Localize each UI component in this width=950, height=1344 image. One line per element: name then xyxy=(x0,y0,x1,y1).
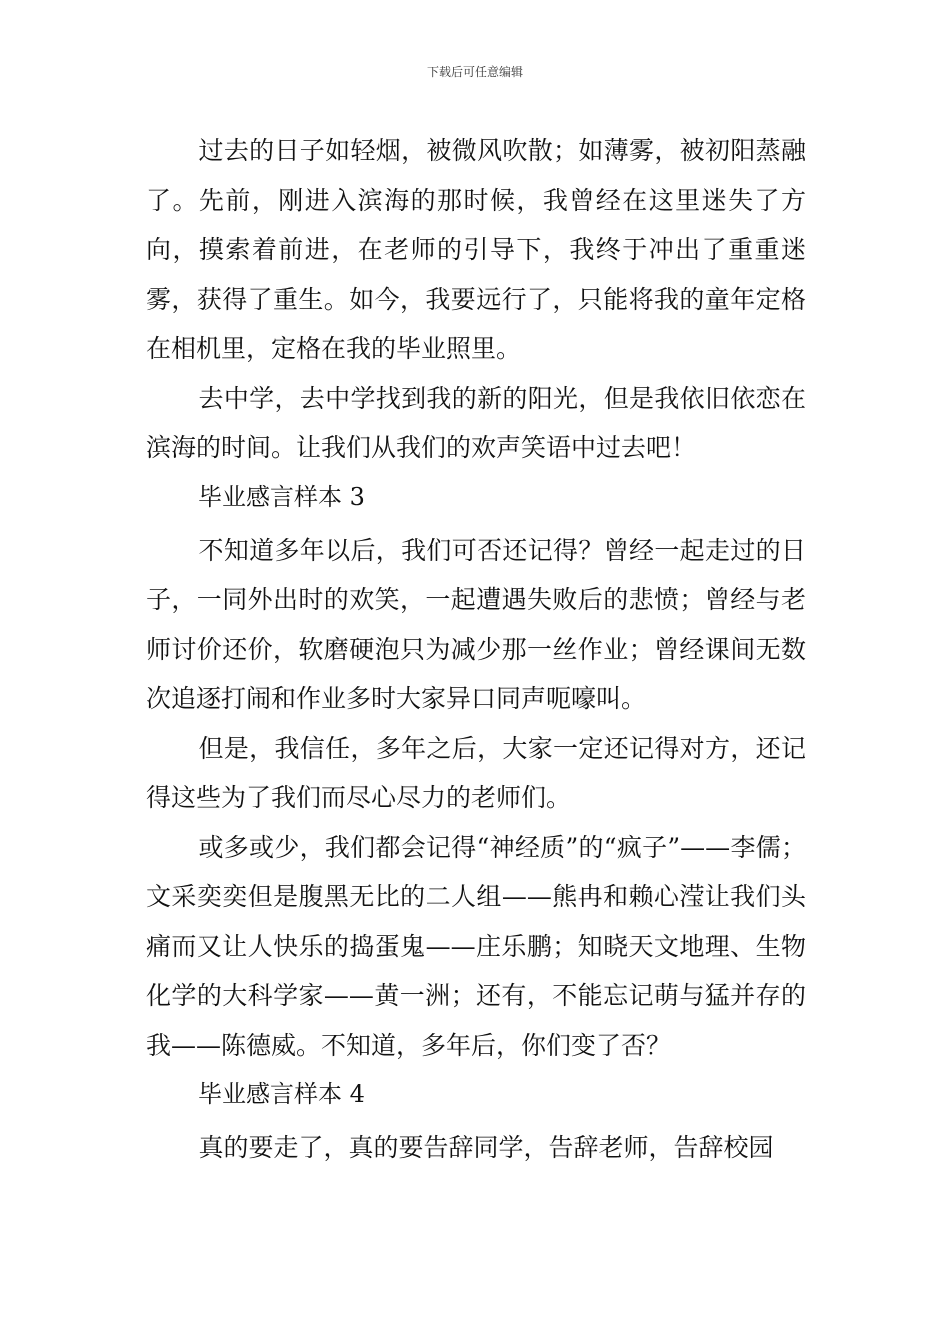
section-heading: 毕业感言样本 4 xyxy=(198,1080,365,1108)
paragraph: 过去的日子如轻烟，被微风吹散；如薄雾，被初阳蒸融了。先前，刚进入滨海的那时候，我曾经在这里迷失了方向，摸索着前进，在老师的引导下，我终于冲出了重重迷雾，获得了重生。如今，我要远行了，只能将我的童年定格在相机里，定格在我的毕业照里。 xyxy=(146,136,806,363)
section-heading: 毕业感言样本 3 xyxy=(198,482,365,511)
paragraph: 但是，我信任，多年之后，大家一定还记得对方，还记得这些为了我们而尽心尽力的老师们。 xyxy=(146,733,806,812)
paragraph: 去中学，去中学找到我的新的阳光，但是我依旧依恋在滨海的时间。让我们从我们的欢声笑语中过去吧！ xyxy=(146,383,806,462)
paragraph: 或多或少，我们都会记得“神经质”的“疯子”——李儒；文采奕奕但是腹黑无比的二人组——熊冉和赖心滢让我们头痛而又让人快乐的捣蛋鬼——庄乐鹏；知晓天文地理、生物化学的大科学家——黄一洲；还有，不能忘记萌与猛并存的我——陈德威。不知道，多年后，你们变了否？ xyxy=(146,832,806,1060)
page-header-note: 下载后可任意编辑 xyxy=(426,65,523,79)
document-body xyxy=(146,126,806,1173)
paragraph: 真的要走了，真的要告辞同学，告辞老师，告辞校园 xyxy=(198,1133,774,1162)
paragraph: 不知道多年以后，我们可否还记得？曾经一起走过的日子，一同外出时的欢笑，一起遭遇失败后的悲愤；曾经与老师讨价还价，软磨硬泡只为减少那一丝作业；曾经课间无数次追逐打闹和作业多时大家异口同声呃嚎叫。 xyxy=(146,535,806,713)
